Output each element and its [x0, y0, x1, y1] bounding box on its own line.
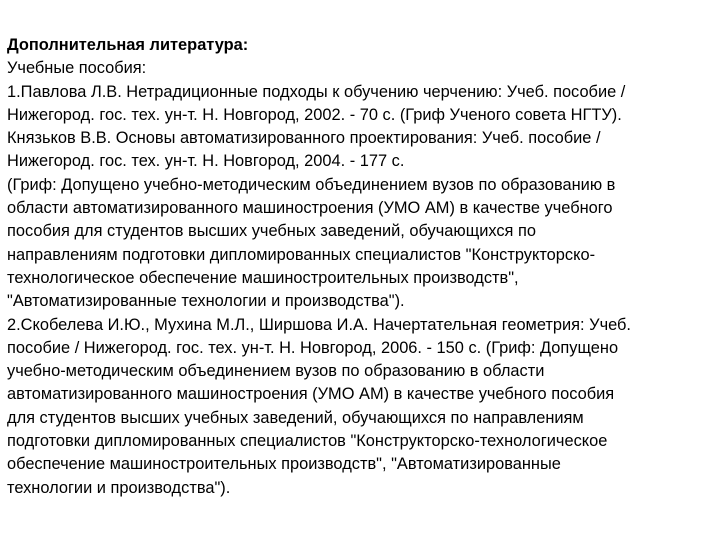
document-body	[7, 34, 713, 500]
text-line: пособие / Нижегород. гос. тех. ун-т. Н. Новгород, 2006. - 150 с. (Гриф: Допущено	[7, 338, 619, 357]
text-line: для студентов высших учебных заведений, обучающихся по направлениям	[7, 408, 584, 427]
text-line: направлениям подготовки дипломированных специалистов "Конструкторско-	[7, 245, 596, 264]
text-line: области автоматизированного машиностроения (УМО АМ) в качестве учебного	[7, 199, 613, 218]
text-line: Нижегород. гос. тех. ун-т. Н. Новгород, 2004. - 177 с.	[7, 152, 405, 171]
text-line: подготовки дипломированных специалистов "Конструкторско-технологическое	[7, 432, 608, 451]
text-line: Учебные пособия:	[7, 59, 147, 78]
text-line: пособия для студентов высших учебных заведений, обучающихся по	[7, 222, 536, 241]
text-line: "Автоматизированные технологии и производства").	[7, 292, 405, 311]
text-line: Князьков В.В. Основы автоматизированного проектирования: Учеб. пособие /	[7, 129, 601, 148]
text-line: учебно-методическим объединением вузов по образованию в области	[7, 362, 545, 381]
text-line: обеспечение машиностроительных производств", "Автоматизированные	[7, 455, 561, 474]
heading: Дополнительная литература:	[7, 36, 249, 54]
text-line: (Гриф: Допущено учебно-методическим объединением вузов по образованию в	[7, 175, 616, 194]
text-line: 2.Скобелева И.Ю., Мухина М.Л., Ширшова И.А. Начертательная геометрия: Учеб.	[7, 315, 631, 334]
text-line: Нижегород. гос. тех. ун-т. Н. Новгород, 2002. - 70 с. (Гриф Ученого совета НГТУ).	[7, 105, 622, 124]
text-line: автоматизированного машиностроения (УМО АМ) в качестве учебного пособия	[7, 385, 615, 404]
text-line: 1.Павлова Л.В. Нетрадиционные подходы к обучению черчению: Учеб. пособие /	[7, 82, 626, 101]
text-line: технологическое обеспечение машиностроительных производств",	[7, 268, 519, 287]
text-line: технологии и производства").	[7, 478, 231, 497]
